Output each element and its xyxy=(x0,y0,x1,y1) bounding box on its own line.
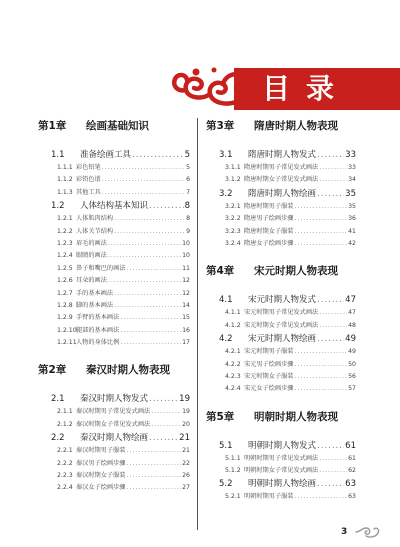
toc-subsection-entry xyxy=(38,238,190,250)
entry-title: 秦汉时期男子服装 xyxy=(76,447,126,455)
dot-leader xyxy=(317,477,344,491)
entry-page: 35 xyxy=(345,188,356,199)
entry-page: 20 xyxy=(182,420,190,428)
dot-leader xyxy=(319,307,347,319)
entry-number: 4.1.1 xyxy=(225,309,241,317)
chapter-heading xyxy=(206,409,356,425)
entry-page: 6 xyxy=(186,176,190,184)
toc-subsection-entry xyxy=(38,337,190,349)
entry-title: 明朝时期男子常见发式画法 xyxy=(244,454,319,462)
entry-number: 1.2.8 xyxy=(57,301,73,309)
entry-page: 61 xyxy=(345,440,356,451)
entry-number: 4.2 xyxy=(219,334,233,345)
toc-banner xyxy=(166,62,400,114)
entry-page: 33 xyxy=(345,150,356,160)
dot-leader xyxy=(295,383,348,395)
entry-page: 50 xyxy=(348,360,356,368)
entry-number: 4.2.1 xyxy=(225,348,241,356)
entry-title: 隋唐时期男子服装 xyxy=(244,202,294,210)
dot-leader xyxy=(102,187,185,199)
entry-number: 3.2.3 xyxy=(225,227,241,235)
entry-number: 2.2.2 xyxy=(57,459,73,467)
dot-leader xyxy=(295,201,348,213)
entry-title: 鼻子和嘴巴的画法 xyxy=(76,264,126,272)
entry-number: 1.2.9 xyxy=(57,314,73,322)
entry-number: 2.1 xyxy=(51,394,65,405)
entry-number: 1.1.1 xyxy=(57,164,73,171)
toc-subsection-entry xyxy=(206,346,356,358)
toc-section-entry xyxy=(38,199,190,213)
toc-subsection-entry xyxy=(206,213,356,225)
entry-page: 62 xyxy=(348,467,356,475)
entry-title: 隋唐时期人物发式 xyxy=(248,150,317,160)
toc-subsection-entry xyxy=(206,465,356,477)
dot-leader xyxy=(295,491,348,503)
entry-title: 宋元时期女子服装 xyxy=(244,372,294,380)
entry-number: 1.1.3 xyxy=(57,188,73,196)
entry-page: 48 xyxy=(348,321,356,329)
toc-subsection-entry xyxy=(38,162,190,174)
toc-subsection-entry xyxy=(206,491,356,503)
entry-page: 21 xyxy=(179,433,190,444)
entry-number: 1.2.10 xyxy=(57,326,77,334)
entry-page: 61 xyxy=(348,454,356,462)
toc-section-entry xyxy=(206,439,356,453)
entry-title: 秦汉时期女子服装 xyxy=(76,472,126,480)
toc-section-entry xyxy=(206,148,356,162)
entry-number: 2.1.1 xyxy=(57,408,73,416)
dot-leader xyxy=(319,320,347,332)
entry-page: 11 xyxy=(182,264,190,272)
entry-number: 2.2.4 xyxy=(57,484,73,492)
dot-leader xyxy=(295,346,348,358)
toc-subsection-entry xyxy=(38,482,190,494)
entry-number: 1.2.4 xyxy=(57,252,73,260)
entry-page: 14 xyxy=(182,301,190,309)
entry-page: 27 xyxy=(182,484,190,492)
toc-subsection-entry xyxy=(206,238,356,250)
entry-number: 3.1.1 xyxy=(225,164,241,171)
toc-subsection-entry xyxy=(206,320,356,332)
entry-number: 1.2 xyxy=(51,201,65,212)
entry-title: 隋唐时期男子常见发式画法 xyxy=(244,164,319,171)
entry-page: 33 xyxy=(348,164,356,171)
page-number: 3 xyxy=(341,527,348,537)
entry-page: 7 xyxy=(186,188,190,196)
entry-title: 彩色铅笔 xyxy=(76,164,101,171)
entry-number: 5.1.1 xyxy=(225,454,241,462)
entry-title: 耳朵的画法 xyxy=(76,277,107,285)
toc-subsection-entry xyxy=(206,174,356,186)
toc-subsection-entry xyxy=(38,263,190,275)
entry-title: 秦汉女子绘画步骤 xyxy=(76,484,126,492)
toc-subsection-entry xyxy=(206,162,356,174)
entry-page: 36 xyxy=(348,215,356,223)
dot-leader xyxy=(149,431,178,445)
entry-title: 宋元时期人物绘画 xyxy=(248,334,317,345)
entry-page: 12 xyxy=(182,289,190,297)
column-divider xyxy=(197,118,198,530)
entry-number: 5.1.2 xyxy=(225,467,241,475)
toc-left-column xyxy=(38,118,190,495)
swirl-ornament-icon xyxy=(354,524,384,540)
entry-title: 隋唐时期人物绘画 xyxy=(248,188,317,199)
entry-title: 隋唐时期女子常见发式画法 xyxy=(244,176,319,184)
entry-number: 5.1 xyxy=(219,440,233,451)
chapter-heading xyxy=(38,118,190,134)
entry-number: 5.2.1 xyxy=(225,493,241,501)
entry-number: 1.2.6 xyxy=(57,277,73,285)
entry-page: 8 xyxy=(184,201,190,212)
entry-title: 人体肌肉结构 xyxy=(76,215,114,223)
entry-page: 5 xyxy=(186,164,190,171)
entry-title: 宋元时期人物发式 xyxy=(248,295,317,306)
entry-title: 其他工具 xyxy=(76,188,101,196)
dot-leader xyxy=(317,187,344,201)
entry-number: 2.2.3 xyxy=(57,472,73,480)
entry-title: 秦汉时期女子常见发式画法 xyxy=(76,420,151,428)
dot-leader xyxy=(114,213,185,225)
page-title: 目录 xyxy=(262,72,351,105)
chapter-title: 绘画基础知识 xyxy=(86,120,149,132)
entry-title: 宋元时期女子常见发式画法 xyxy=(244,321,319,329)
entry-number: 3.2.4 xyxy=(225,239,241,247)
entry-page: 49 xyxy=(345,334,356,345)
toc-subsection-entry xyxy=(206,371,356,383)
dot-leader xyxy=(295,238,348,250)
toc-subsection-entry xyxy=(38,325,190,337)
entry-title: 明朝时期女子常见发式画法 xyxy=(244,467,319,475)
dot-leader xyxy=(127,482,182,494)
dot-leader xyxy=(102,174,185,186)
entry-title: 宋元女子绘画步骤 xyxy=(244,385,294,393)
toc-section-entry xyxy=(38,392,190,406)
entry-title: 准备绘画工具 xyxy=(80,150,132,160)
dot-leader xyxy=(319,174,347,186)
toc-subsection-entry xyxy=(206,307,356,319)
dot-leader xyxy=(317,148,344,162)
dot-leader xyxy=(151,419,181,431)
dot-leader xyxy=(127,263,182,275)
entry-number: 3.1 xyxy=(219,150,233,160)
chapter-heading xyxy=(206,263,356,279)
entry-title: 人体结构基本知识 xyxy=(80,201,149,212)
chapter-title: 秦汉时期人物表现 xyxy=(86,364,170,377)
entry-title: 明朝时期男子服装 xyxy=(244,493,294,501)
toc-subsection-entry xyxy=(38,187,190,199)
dot-leader xyxy=(317,439,344,453)
entry-number: 1.2.2 xyxy=(57,227,73,235)
entry-page: 19 xyxy=(179,394,190,405)
chapter-number: 第5章 xyxy=(206,410,235,423)
dot-leader xyxy=(102,162,185,174)
entry-title: 明朝时期人物发式 xyxy=(248,440,317,451)
entry-page: 17 xyxy=(182,339,190,347)
toc-subsection-entry xyxy=(38,445,190,457)
entry-page: 9 xyxy=(186,227,190,235)
entry-number: 1.1.2 xyxy=(57,176,73,184)
entry-number: 1.2.1 xyxy=(57,215,73,223)
entry-number: 4.2.4 xyxy=(225,385,241,393)
chapter-number: 第4章 xyxy=(206,265,235,278)
toc-subsection-entry xyxy=(206,383,356,395)
entry-page: 21 xyxy=(182,447,190,455)
chapter-heading xyxy=(38,362,190,378)
entry-page: 26 xyxy=(182,472,190,480)
entry-page: 57 xyxy=(348,385,356,393)
entry-title: 明朝时期人物绘画 xyxy=(248,479,317,490)
toc-subsection-entry xyxy=(206,359,356,371)
toc-subsection-entry xyxy=(38,470,190,482)
entry-page: 42 xyxy=(348,239,356,247)
dot-leader xyxy=(295,359,348,371)
entry-page: 56 xyxy=(348,372,356,380)
entry-title: 秦汉男子绘画步骤 xyxy=(76,459,126,467)
entry-number: 4.2.3 xyxy=(225,372,241,380)
dot-leader xyxy=(151,406,181,418)
entry-title: 宋元男子绘画步骤 xyxy=(244,360,294,368)
dot-leader xyxy=(120,312,181,324)
toc-subsection-entry xyxy=(38,226,190,238)
dot-leader xyxy=(295,371,348,383)
entry-page: 35 xyxy=(348,202,356,210)
toc-section-entry xyxy=(38,148,190,162)
dot-leader xyxy=(127,458,182,470)
dot-leader xyxy=(319,453,347,465)
toc-section-entry xyxy=(206,332,356,346)
entry-number: 2.1.2 xyxy=(57,420,73,428)
dot-leader xyxy=(114,226,185,238)
toc-subsection-entry xyxy=(38,458,190,470)
entry-title: 人体关节结构 xyxy=(76,227,114,235)
dot-leader xyxy=(319,162,347,174)
dot-leader xyxy=(149,392,178,406)
entry-number: 1.2.5 xyxy=(57,264,73,272)
entry-page: 8 xyxy=(186,215,190,223)
toc-subsection-entry xyxy=(38,312,190,324)
entry-number: 4.2.2 xyxy=(225,360,241,368)
entry-title: 隋唐女子绘画步骤 xyxy=(244,239,294,247)
entry-page: 41 xyxy=(348,227,356,235)
dot-leader xyxy=(108,275,181,287)
toc-section-entry xyxy=(206,293,356,307)
chapter-number: 第1章 xyxy=(38,120,67,132)
chapter-number: 第3章 xyxy=(206,120,235,132)
entry-page: 22 xyxy=(182,459,190,467)
toc-subsection-entry xyxy=(206,226,356,238)
entry-title: 眼睛的画法 xyxy=(76,252,107,260)
dot-leader xyxy=(120,337,181,349)
entry-page: 63 xyxy=(345,479,356,490)
entry-title: 隋唐男子绘画步骤 xyxy=(244,215,294,223)
dot-leader xyxy=(295,226,348,238)
dot-leader xyxy=(149,199,184,213)
entry-number: 1.2.3 xyxy=(57,239,73,247)
toc-subsection-entry xyxy=(38,250,190,262)
toc-section-entry xyxy=(206,187,356,201)
toc-right-column xyxy=(206,118,356,504)
entry-number: 1.2.11 xyxy=(57,339,77,347)
entry-number: 1.2.7 xyxy=(57,289,73,297)
chapter-title: 明朝时期人物表现 xyxy=(254,410,338,423)
entry-title: 隋唐时期女子服装 xyxy=(244,227,294,235)
chapter-title: 隋唐时期人物表现 xyxy=(254,120,338,132)
entry-title: 眉毛的画法 xyxy=(76,239,107,247)
dot-leader xyxy=(127,470,182,482)
entry-number: 3.2.1 xyxy=(225,202,241,210)
entry-page: 12 xyxy=(182,277,190,285)
chapter-number: 第2章 xyxy=(38,364,67,377)
entry-number: 3.1.2 xyxy=(225,176,241,184)
entry-number: 4.1 xyxy=(219,295,233,306)
entry-title: 手的基本画法 xyxy=(76,289,114,297)
dot-leader xyxy=(114,300,181,312)
entry-title: 秦汉时期男子常见发式画法 xyxy=(76,408,151,416)
toc-subsection-entry xyxy=(38,275,190,287)
entry-page: 49 xyxy=(348,348,356,356)
dot-leader xyxy=(132,148,184,162)
toc-subsection-entry xyxy=(206,453,356,465)
entry-page: 47 xyxy=(348,309,356,317)
toc-subsection-entry xyxy=(38,174,190,186)
entry-number: 1.1 xyxy=(51,150,65,160)
entry-title: 宋元时期男子常见发式画法 xyxy=(244,309,319,317)
toc-subsection-entry xyxy=(206,201,356,213)
entry-page: 15 xyxy=(182,314,190,322)
entry-page: 19 xyxy=(182,408,190,416)
entry-title: 脚的基本画法 xyxy=(76,301,114,309)
dot-leader xyxy=(317,293,344,307)
entry-title: 秦汉时期人物绘画 xyxy=(80,433,149,444)
entry-number: 3.2 xyxy=(219,188,233,199)
entry-number: 4.1.2 xyxy=(225,321,241,329)
dot-leader xyxy=(127,445,182,457)
entry-page: 5 xyxy=(184,150,190,160)
dot-leader xyxy=(108,238,181,250)
toc-subsection-entry xyxy=(38,406,190,418)
toc-section-entry xyxy=(206,477,356,491)
chapter-title: 宋元时期人物表现 xyxy=(254,265,338,278)
dot-leader xyxy=(114,288,181,300)
entry-page: 47 xyxy=(345,295,356,306)
dot-leader xyxy=(120,325,181,337)
entry-page: 10 xyxy=(182,239,190,247)
entry-page: 34 xyxy=(348,176,356,184)
chapter-heading xyxy=(206,118,356,134)
entry-title: 腿部的基本画法 xyxy=(76,326,120,334)
toc-subsection-entry xyxy=(38,300,190,312)
auspicious-cloud-icon xyxy=(166,62,250,114)
toc-subsection-entry xyxy=(38,419,190,431)
dot-leader xyxy=(319,465,347,477)
entry-number: 2.2.1 xyxy=(57,447,73,455)
entry-title: 人物的身体比例 xyxy=(76,339,120,347)
entry-title: 手臂的基本画法 xyxy=(76,314,120,322)
entry-title: 宋元时期男子服装 xyxy=(244,348,294,356)
entry-page: 63 xyxy=(348,493,356,501)
toc-subsection-entry xyxy=(38,213,190,225)
entry-page: 10 xyxy=(182,252,190,260)
entry-number: 2.2 xyxy=(51,433,65,444)
entry-title: 秦汉时期人物发式 xyxy=(80,394,149,405)
dot-leader xyxy=(108,250,181,262)
entry-title: 彩铅色谱 xyxy=(76,176,101,184)
entry-number: 5.2 xyxy=(219,479,233,490)
toc-section-entry xyxy=(38,431,190,445)
entry-number: 3.2.2 xyxy=(225,215,241,223)
entry-page: 16 xyxy=(182,326,190,334)
dot-leader xyxy=(317,332,344,346)
toc-subsection-entry xyxy=(38,288,190,300)
dot-leader xyxy=(295,213,348,225)
